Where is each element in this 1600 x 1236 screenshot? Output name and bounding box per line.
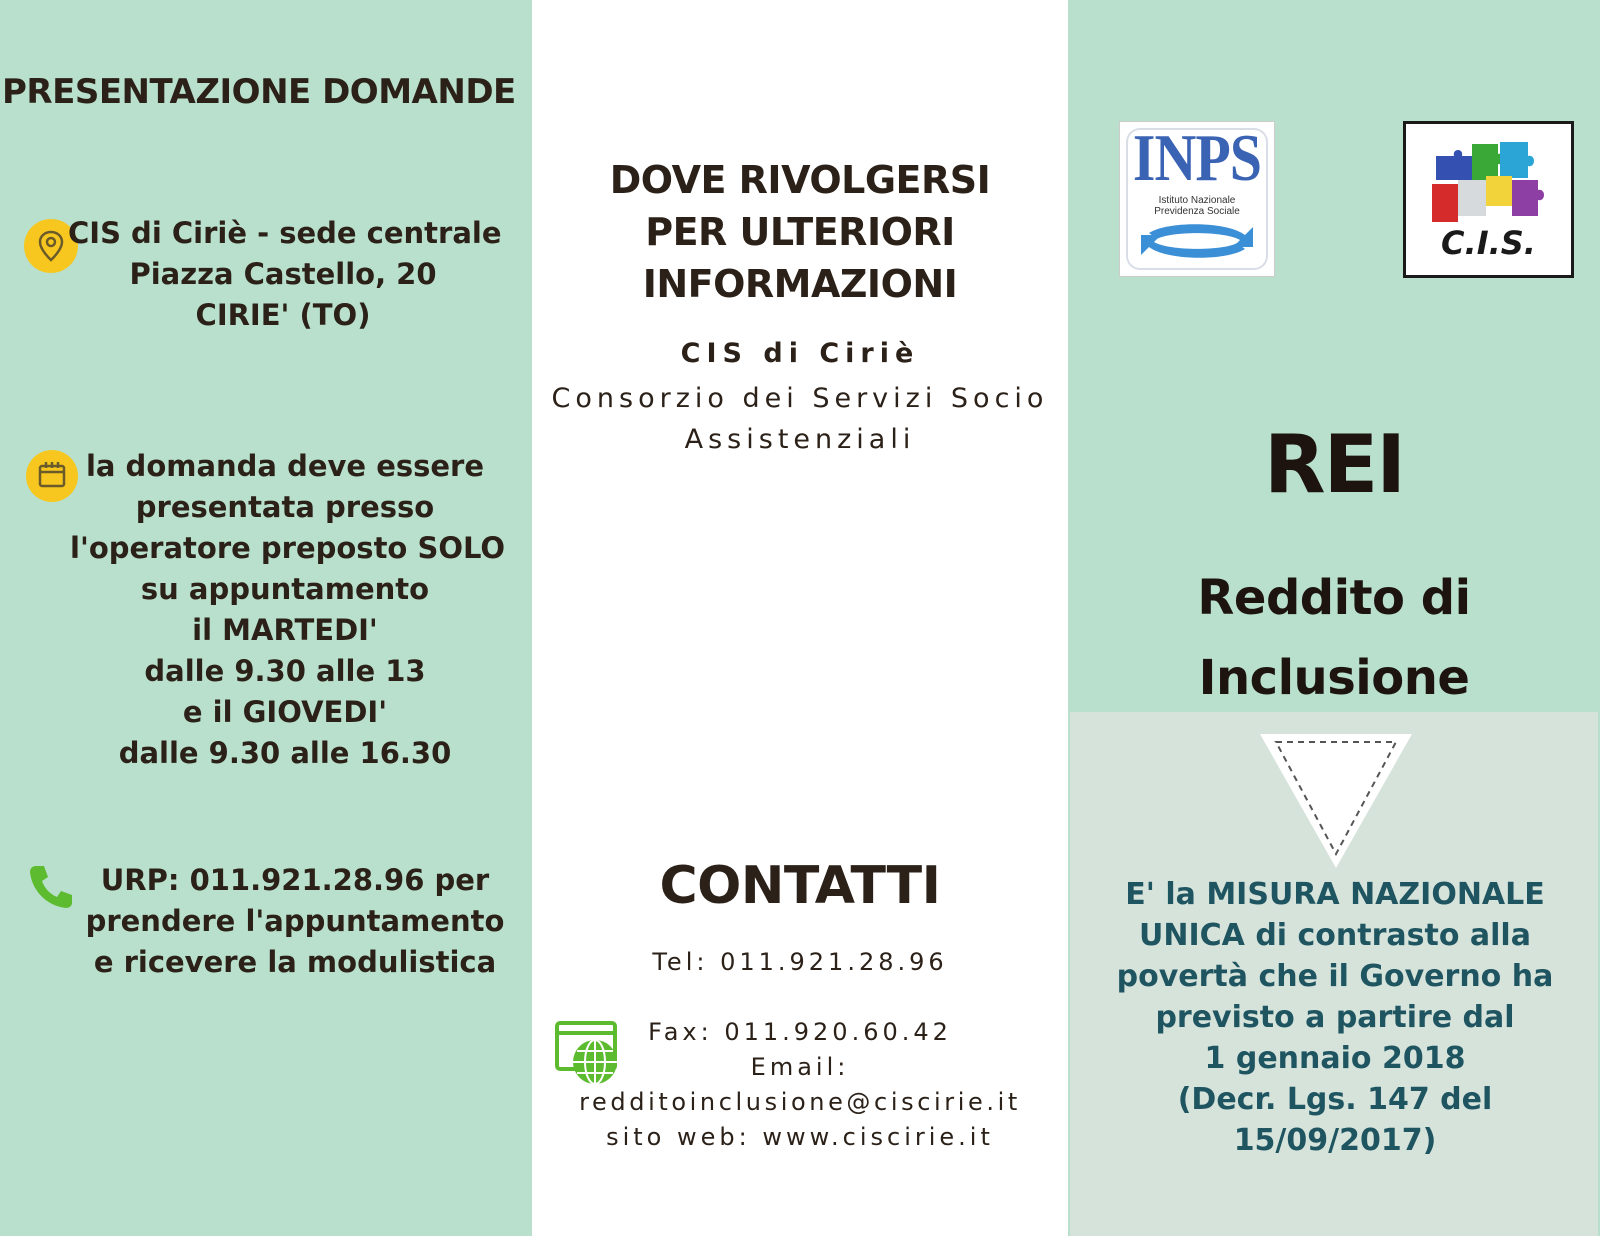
location-line: Piazza Castello, 20 <box>129 257 437 291</box>
rei-subtitle-line: Reddito di <box>1197 570 1471 626</box>
description-line: UNICA di contrasto alla <box>1139 918 1531 953</box>
description-line: povertà che il Governo ha <box>1116 959 1554 994</box>
appointment-line: e il GIOVEDI' <box>182 695 388 729</box>
contacts-title: CONTATTI <box>659 856 941 916</box>
description-line: 1 gennaio 2018 <box>1204 1041 1466 1076</box>
org-full-name <box>532 378 1068 460</box>
down-triangle-icon <box>1256 730 1416 870</box>
phone-block <box>80 860 510 983</box>
org-name: CIS di Ciriè <box>680 338 920 369</box>
left-title: PRESENTAZIONE DOMANDE <box>2 72 516 112</box>
tel-text: Tel: 011.921.28.96 <box>652 948 948 976</box>
fax-text: Fax: 011.920.60.42 <box>648 1018 952 1046</box>
rei-subtitle <box>1068 558 1600 718</box>
inps-arrows-icon <box>1137 219 1257 263</box>
appointment-line: presentata presso <box>135 490 435 524</box>
rei-description <box>1090 874 1580 1161</box>
info-heading-line: DOVE RIVOLGERSI <box>609 158 991 202</box>
description-line: E' la MISURA NAZIONALE <box>1125 877 1545 912</box>
appointment-line: dalle 9.30 alle 16.30 <box>118 736 452 770</box>
cis-puzzle-icon <box>1428 136 1552 232</box>
rei-title: REI <box>1263 418 1404 511</box>
inps-subtitle-line: Istituto Nazionale <box>1158 195 1236 206</box>
cis-logo-text: C.I.S. <box>1441 224 1536 262</box>
website-link[interactable]: sito web: www.ciscirie.it <box>606 1123 994 1151</box>
phone-line: URP: 011.921.28.96 per <box>100 863 490 897</box>
inps-logo-text: INPS <box>1132 120 1262 195</box>
appointment-line: l'operatore preposto SOLO <box>70 531 506 565</box>
inps-subtitle-line: Previdenza Sociale <box>1154 206 1240 217</box>
phone-icon <box>26 862 76 916</box>
appointment-line: dalle 9.30 alle 13 <box>144 654 426 688</box>
location-block <box>68 213 502 336</box>
email-link[interactable]: redditoinclusione@ciscirie.it <box>579 1088 1021 1116</box>
org-full-line: Consorzio dei Servizi Socio <box>551 383 1049 414</box>
org-full-line: Assistenziali <box>684 424 916 455</box>
inps-logo-subtitle <box>1120 195 1274 217</box>
rei-subtitle-line: Inclusione <box>1198 650 1470 706</box>
email-label: Email: <box>750 1053 850 1081</box>
description-line: (Decr. Lgs. 147 del <box>1177 1082 1493 1117</box>
location-line: CIS di Ciriè - sede centrale <box>68 216 502 250</box>
info-heading <box>532 154 1068 310</box>
inps-logo <box>1119 121 1275 277</box>
appointment-line: il MARTEDI' <box>192 613 378 647</box>
info-heading-line: PER ULTERIORI <box>645 210 955 254</box>
description-line: 15/09/2017) <box>1233 1123 1437 1158</box>
phone-line: e ricevere la modulistica <box>93 945 497 979</box>
appointment-line: la domanda deve essere <box>85 449 485 483</box>
appointment-line: su appuntamento <box>140 572 430 606</box>
phone-line: prendere l'appuntamento <box>85 904 505 938</box>
info-heading-line: INFORMAZIONI <box>642 262 958 306</box>
description-line: previsto a partire dal <box>1155 1000 1515 1035</box>
cis-logo <box>1403 121 1574 278</box>
appointment-block <box>70 446 506 774</box>
location-line: CIRIE' (TO) <box>195 298 371 332</box>
